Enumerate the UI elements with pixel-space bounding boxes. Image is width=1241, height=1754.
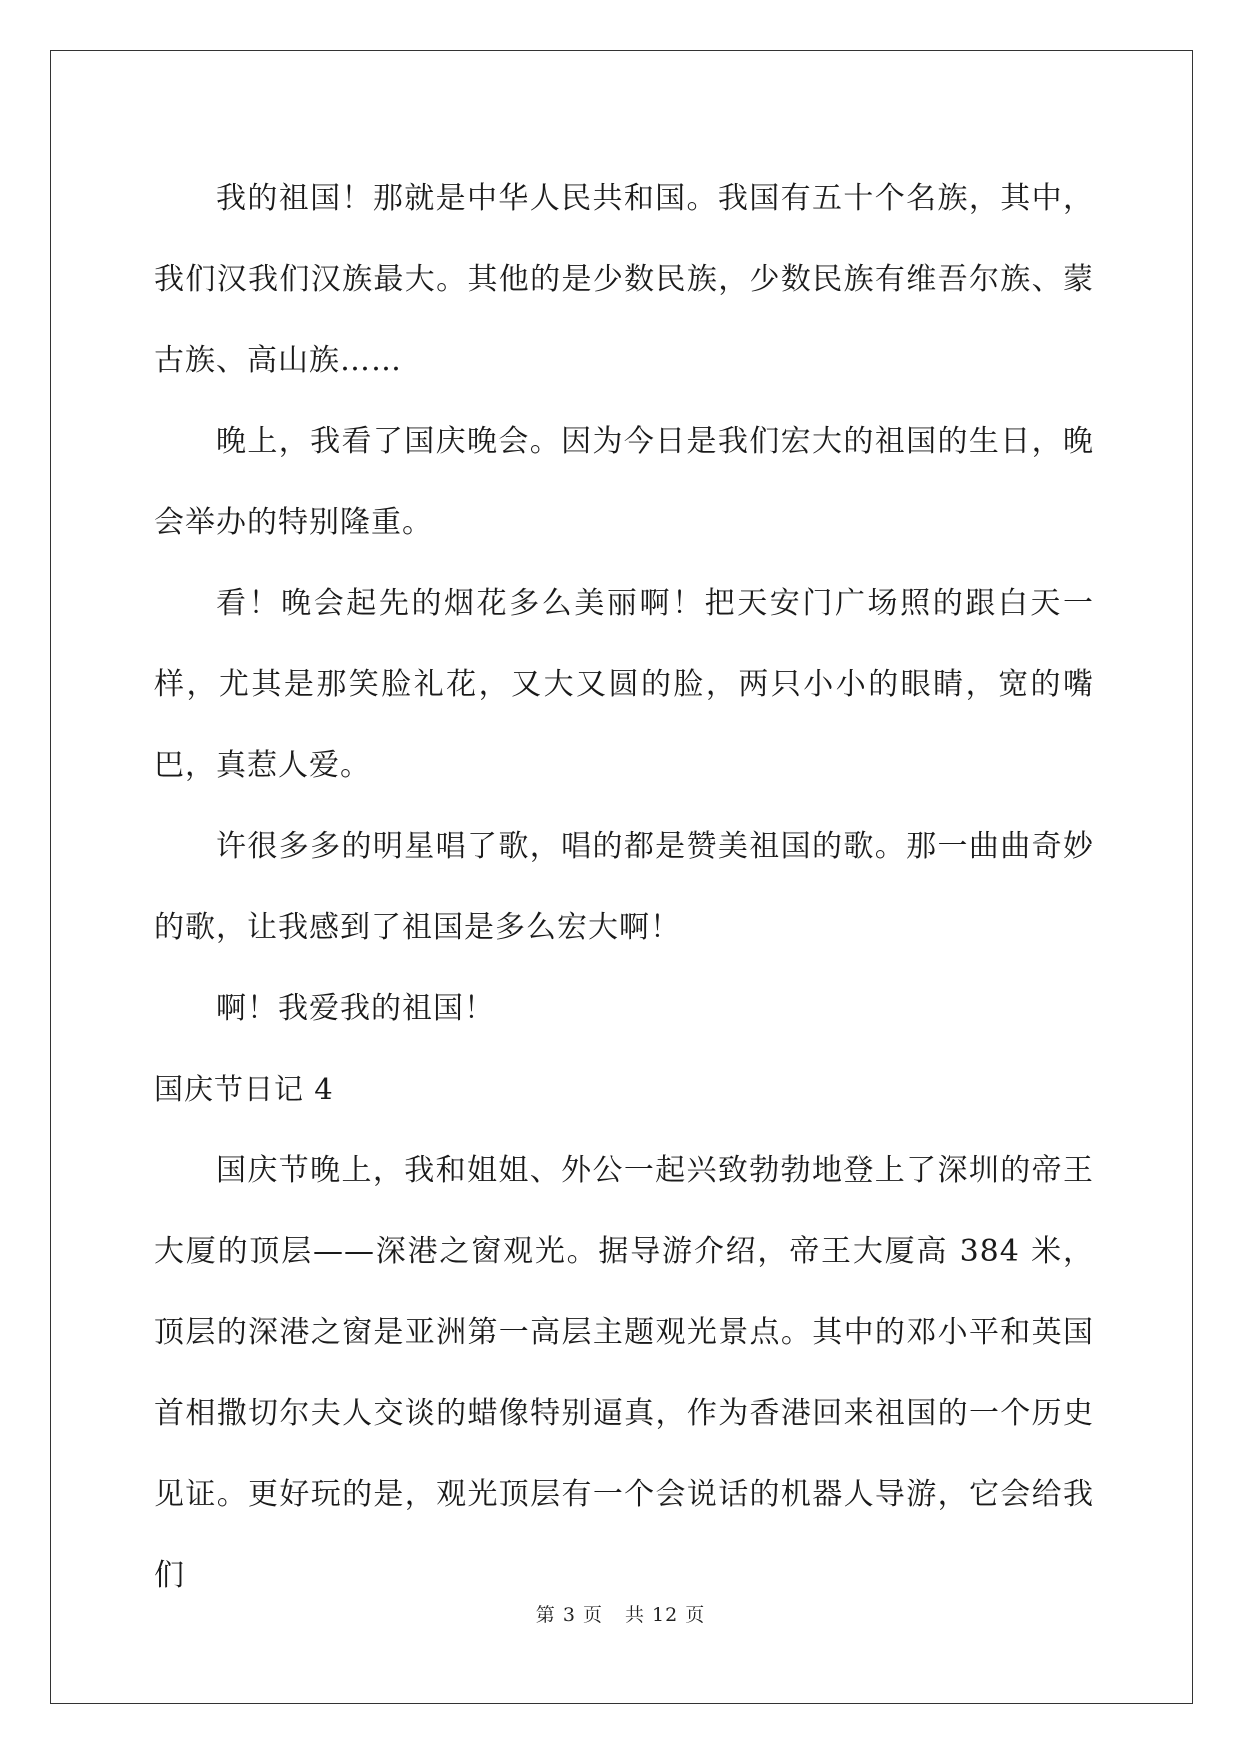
section-heading: 国庆节日记 4	[154, 1072, 334, 1106]
paragraph: 国庆节晚上，我和姐姐、外公一起兴致勃勃地登上了深圳的帝王大厦的顶层——深港之窗观光。据导游介绍，帝王大厦高 384 米，顶层的深港之窗是亚洲第一高层主题观光景点。其中的邓小平和英国首相撒切尔夫人交谈的蜡像特别逼真，作为香港回来祖国的一个历史见证。更好玩的是，观光顶层有一个会说话的机器人导游，它会给我们	[154, 1153, 1094, 1593]
paragraph: 看！晚会起先的烟花多么美丽啊！把天安门广场照的跟白天一样，尤其是那笑脸礼花，又大又圆的脸，两只小小的眼睛，宽的嘴巴，真惹人爱。	[154, 586, 1094, 783]
paragraph: 我的祖国！那就是中华人民共和国。我国有五十个名族，其中，我们汉我们汉族最大。其他的是少数民族，少数民族有维吾尔族、蒙古族、高山族……	[154, 181, 1094, 378]
paragraph: 晚上，我看了国庆晚会。因为今日是我们宏大的祖国的生日，晚会举办的特别隆重。	[154, 424, 1094, 540]
page-number: 第 3 页	[535, 1604, 603, 1626]
paragraph: 许很多多的明星唱了歌，唱的都是赞美祖国的歌。那一曲曲奇妙的歌，让我感到了祖国是多么宏大啊！	[154, 829, 1094, 945]
paragraph: 啊！我爱我的祖国！	[216, 991, 495, 1026]
document-body	[154, 158, 1094, 1616]
page-total: 共 12 页	[624, 1604, 706, 1626]
page-footer	[0, 1600, 1241, 1627]
